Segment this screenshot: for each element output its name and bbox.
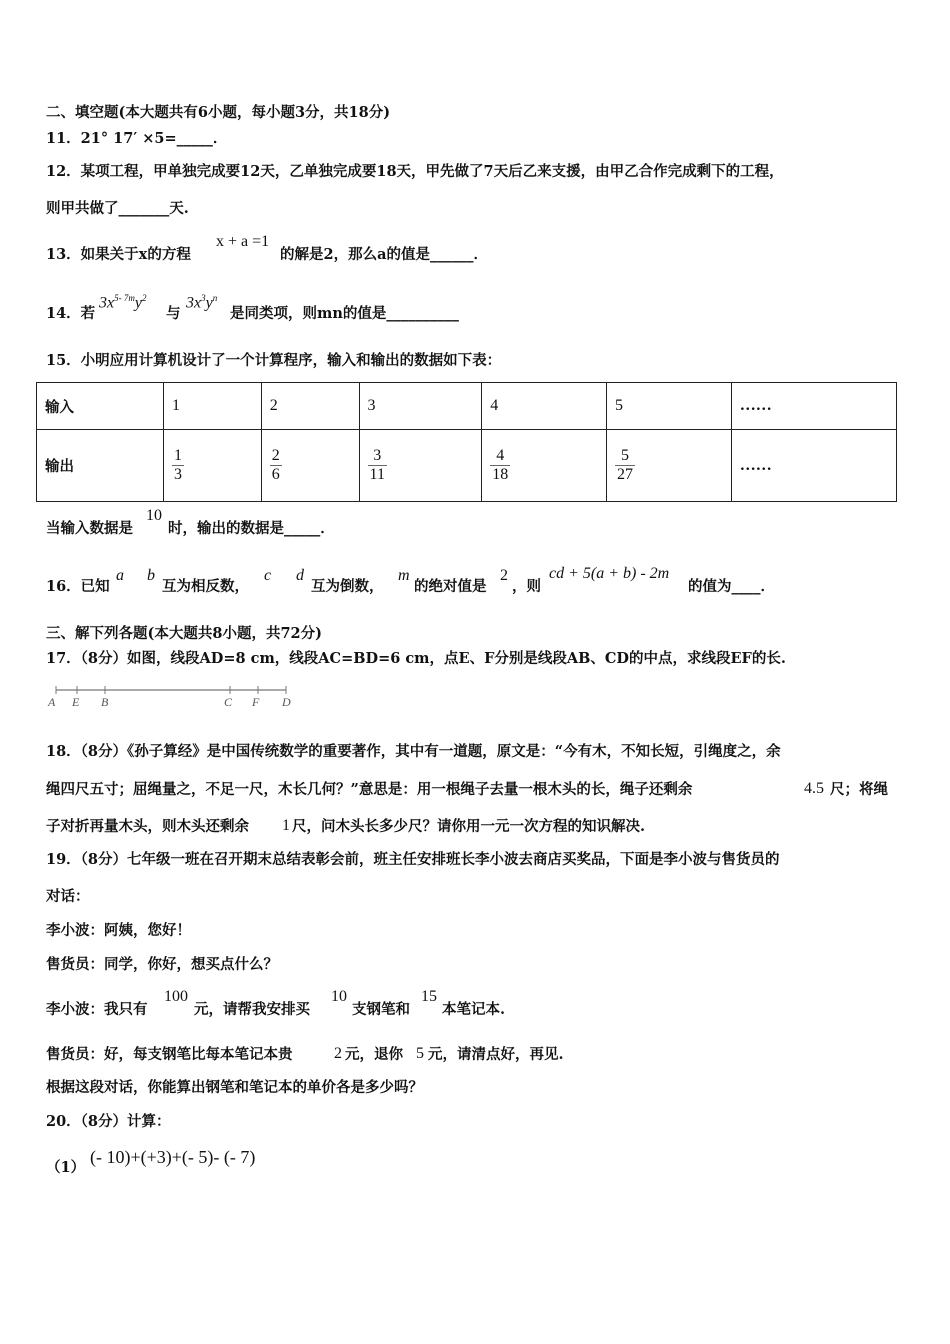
output-cell: …… xyxy=(731,430,896,502)
var-c: c xyxy=(264,567,272,584)
question-14-and: 与 xyxy=(166,305,181,322)
question-15: 15．小明应用计算机设计了一个计算程序，输入和输出的数据如下表： xyxy=(46,352,502,369)
question-15-tail-a: 当输入数据是 xyxy=(46,520,133,537)
number-2: 2 xyxy=(334,1045,342,1062)
question-13-text: 13．如果关于x的方程 xyxy=(46,246,191,263)
question-16-f: 的值为____． xyxy=(688,578,775,595)
section-3-heading: 三、解下列各题(本大题共8小题，共72分) xyxy=(46,625,322,642)
question-20-part1-label: （1） xyxy=(46,1159,86,1176)
var-b: b xyxy=(147,567,155,584)
fraction: $\frac{2}{6}$ xyxy=(271,447,280,483)
number-5: 5 xyxy=(416,1045,424,1062)
var-a: a xyxy=(116,567,124,584)
dialog-1: 李小波：阿姨，您好！ xyxy=(46,922,191,939)
question-13-equation: x + a =1 xyxy=(216,233,270,250)
question-18-line2b: 尺；将绳 xyxy=(830,781,888,798)
question-18-line3b: 尺，问木头长多少尺？请你用一元一次方程的知识解决. xyxy=(292,818,646,835)
question-19-line2: 对话： xyxy=(46,888,90,905)
input-output-table xyxy=(36,382,897,502)
output-label: 输出 xyxy=(37,430,164,502)
question-18-line3a: 子对折再量木头，则木头还剩余 xyxy=(46,818,249,835)
question-14-term1: $3x^{5- 7m}y^2$ xyxy=(99,293,147,312)
question-15-tail-b: 时，输出的数据是_____． xyxy=(168,520,335,537)
input-cell: 3 xyxy=(359,383,482,430)
dialog-3d: 本笔记本. xyxy=(442,1001,506,1018)
number-4-5: 4.5 xyxy=(804,780,824,797)
dialog-3a: 李小波：我只有 xyxy=(46,1001,148,1018)
question-18-line1: 18．（8分）《孙子算经》是中国传统数学的重要著作，其中有一道题，原文是：“今有木，不知长短，引绳度之，余 xyxy=(46,743,781,760)
dialog-4a: 售货员：好，每支钢笔比每本笔记本贵 xyxy=(46,1046,293,1063)
fraction: $\frac{3}{11}$ xyxy=(369,447,385,483)
label-d: D xyxy=(282,695,291,709)
question-18-line2a: 绳四尺五寸；屈绳量之，不足一尺，木长几何？”意思是：用一根绳子去量一根木头的长，绳子还剩余 xyxy=(46,781,693,798)
section-2-heading: 二、填空题(本大题共有6小题，每小题3分，共18分) xyxy=(46,104,391,121)
input-cell: 1 xyxy=(164,383,262,430)
input-label: 输入 xyxy=(37,383,164,430)
number-two: 2 xyxy=(500,567,508,584)
question-19-line1: 19．（8分）七年级一班在召开期末总结表彰会前，班主任安排班长李小波去商店买奖品，下面是李小波与售货员的 xyxy=(46,851,780,868)
dialog-4c: 元，请清点好，再见. xyxy=(428,1046,564,1063)
question-16-b: 互为相反数， xyxy=(162,578,249,595)
var-d: d xyxy=(296,567,304,584)
fraction: $\frac{4}{18}$ xyxy=(492,447,509,483)
label-c: C xyxy=(224,695,233,709)
output-cell xyxy=(261,430,359,502)
number-10: 10 xyxy=(331,988,347,1005)
label-b: B xyxy=(101,695,109,709)
dialog-2: 售货员：同学，你好，想买点什么？ xyxy=(46,956,278,973)
question-20-part1-expression: (- 10)+(+3)+(- 5)- (- 7) xyxy=(90,1147,256,1167)
input-cell: …… xyxy=(731,383,896,430)
segment-diagram xyxy=(44,684,304,710)
number-1: 1 xyxy=(282,817,290,834)
fraction: $\frac{5}{27}$ xyxy=(617,447,633,483)
question-20: 20．（8分）计算： xyxy=(46,1113,171,1130)
label-f: F xyxy=(252,695,260,709)
input-cell: 4 xyxy=(482,383,607,430)
number-15: 15 xyxy=(421,988,437,1005)
input-row xyxy=(37,383,897,430)
dialog-3c: 支钢笔和 xyxy=(352,1001,410,1018)
output-cell xyxy=(482,430,607,502)
question-14-term2: $3x^3y^n$ xyxy=(186,293,218,312)
output-cell xyxy=(607,430,732,502)
label-a: A xyxy=(48,695,56,709)
question-16-c: 互为倒数， xyxy=(311,578,384,595)
question-17: 17．（8分）如图，线段AD=8 cm，线段AC=BD=6 cm，点E、F分别是线段AB、CD的中点，求线段EF的长. xyxy=(46,650,786,667)
output-cell xyxy=(164,430,262,502)
output-row xyxy=(37,430,897,502)
output-cell xyxy=(359,430,482,502)
question-16-expression: cd + 5(a + b) - 2m xyxy=(549,565,670,582)
question-16-a: 16．已知 xyxy=(46,578,110,595)
label-e: E xyxy=(72,695,80,709)
question-11: 11．21° 17′ ×5=_____． xyxy=(46,130,228,147)
input-cell: 5 xyxy=(607,383,732,430)
dialog-5: 根据这段对话，你能算出钢笔和笔记本的单价各是多少吗？ xyxy=(46,1079,423,1096)
dialog-3b: 元，请帮我安排买 xyxy=(194,1001,310,1018)
dialog-4b: 元，退你 xyxy=(345,1046,403,1063)
question-16-d: 的绝对值是 xyxy=(414,578,487,595)
fraction: $\frac{1}{3}$ xyxy=(174,447,182,483)
question-15-number: 10 xyxy=(146,507,162,524)
number-100: 100 xyxy=(164,988,188,1005)
input-cell: 2 xyxy=(261,383,359,430)
var-m: m xyxy=(398,567,410,584)
question-13-tail: 的解是2，那么a的值是______． xyxy=(280,246,488,263)
question-12-line1: 12．某项工程，甲单独完成要12天，乙单独完成要18天，甲先做了7天后乙来支援，由甲乙合作完成剩下的工程， xyxy=(46,163,784,180)
question-16-e: ，则 xyxy=(512,578,541,595)
question-12-line2: 则甲共做了_______天. xyxy=(46,200,189,217)
question-14-text: 14．若 xyxy=(46,305,96,322)
question-14-tail: 是同类项，则mn的值是__________ xyxy=(230,305,459,322)
